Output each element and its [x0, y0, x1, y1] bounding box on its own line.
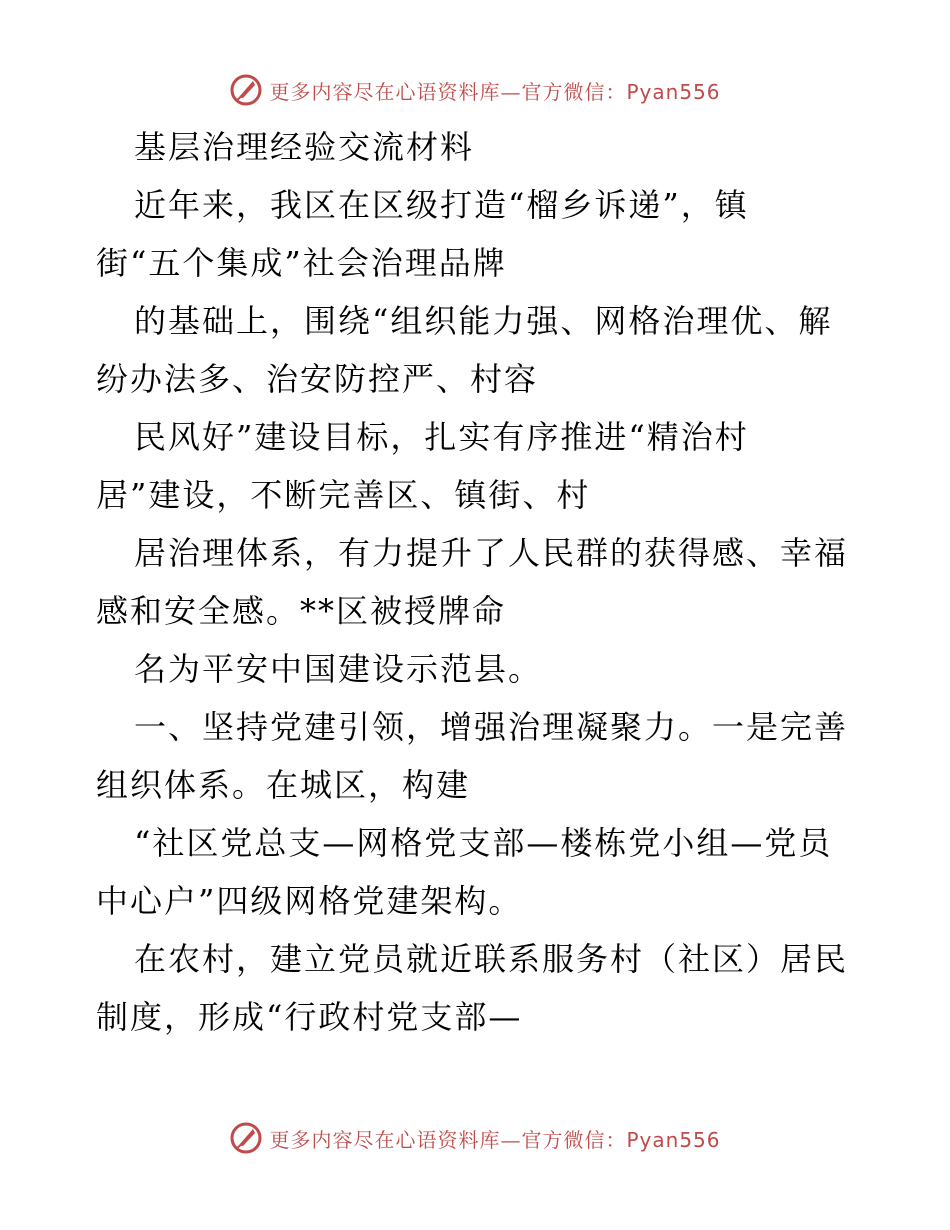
- quill-logo-icon: [229, 1121, 263, 1155]
- text-line: 基层治理经验交流材料: [134, 128, 475, 166]
- text-line: 名为平安中国建设示范县。: [134, 650, 543, 688]
- text-line: 近年来，我区在区级打造“榴乡诉递”，镇: [134, 186, 749, 224]
- text-line: 街“五个集成”社会治理品牌: [96, 244, 507, 282]
- text-line: 在农村，建立党员就近联系服务村（社区）居民: [134, 940, 849, 978]
- footer-watermark: [0, 1118, 950, 1158]
- watermark-text: 更多内容尽在心语资料库—官方微信：Pyan556: [269, 79, 721, 104]
- text-line: 中心户”四级网格党建架构。: [96, 882, 523, 920]
- header-watermark: [0, 70, 950, 110]
- text-line: 居治理体系，有力提升了人民群的获得感、幸福: [134, 534, 849, 572]
- text-line: 的基础上，围绕“组织能力强、网格治理优、解: [134, 302, 833, 340]
- text-line: “社区党总支—网格党支部—楼栋党小组—党员: [134, 824, 833, 862]
- text-line: 居”建设，不断完善区、镇街、村: [96, 476, 591, 514]
- text-line: 制度，形成“行政村党支部—: [96, 998, 523, 1036]
- text-line: 感和安全感。**区被授牌命: [96, 592, 507, 630]
- text-line: 民风好”建设目标，扎实有序推进“精治村: [134, 418, 749, 456]
- text-line: 纷办法多、治安防控严、村容: [96, 360, 539, 398]
- document-body: [96, 118, 856, 1046]
- watermark-text: 更多内容尽在心语资料库—官方微信：Pyan556: [269, 1127, 721, 1152]
- quill-logo-icon: [229, 73, 263, 107]
- text-line: 组织体系。在城区，构建: [96, 766, 471, 804]
- text-line: 一、坚持党建引领，增强治理凝聚力。一是完善: [134, 708, 849, 746]
